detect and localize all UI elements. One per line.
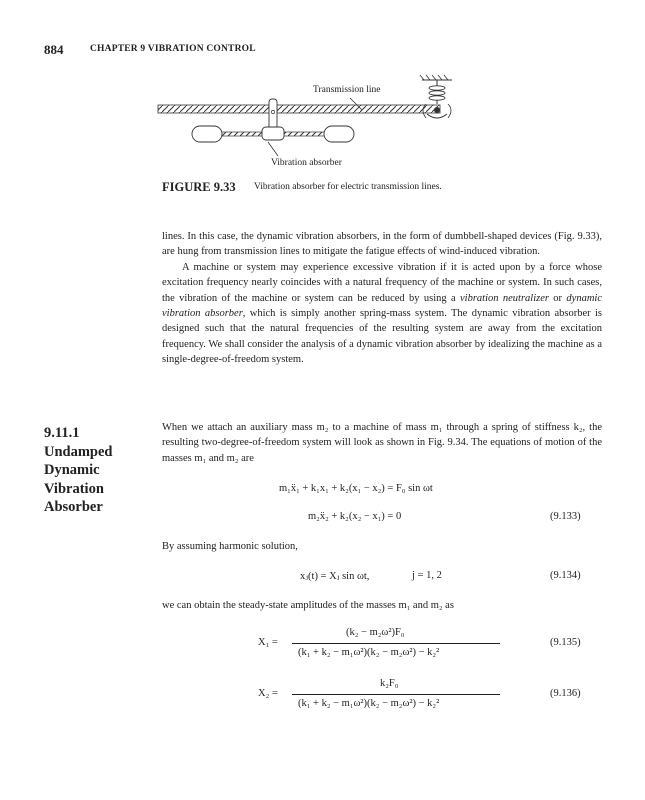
paragraph-2: A machine or system may experience excessive vibration if it is acted upon by a force whose excitation frequency nearly coincides with a natural frequency of the machine or system. In such cases, the vibration of the machine or system can be reduced by using a vibration neutralizer or dynamic vibration absorber, which is simply another spring-mass system. The dynamic vibration absorber is designed such that the natural frequencies of the resulting system are away from the excitation frequency. We shall consider the analysis of a dynamic vibration absorber by idealizing the machine as a single-degree-of-freedom system. — [162, 261, 602, 366]
x1-numerator: (k₂ − m₂ω²)F₀ — [346, 627, 405, 638]
x2-lhs: X₂ = — [258, 688, 278, 699]
body-text — [162, 229, 602, 368]
x1-denominator: (k₁ + k₂ − m₁ω²)(k₂ − m₂ω²) − k₂² — [298, 647, 440, 658]
equation-number-136: (9.136) — [550, 688, 581, 699]
equation-number-134: (9.134) — [550, 570, 581, 581]
x1-fraction-bar — [292, 643, 500, 644]
x1-lhs: X₁ = — [258, 637, 278, 648]
equation-motion-1: m₁ẍ₁ + k₁x₁ + k₂(x₁ − x₂) = F₀ sin ωt — [279, 483, 433, 494]
equation-number-135: (9.135) — [550, 637, 581, 648]
figure-number: FIGURE 9.33 — [162, 180, 236, 194]
equation-motion-2: m₂ẍ₂ + k₂(x₂ − x₁) = 0 — [308, 511, 402, 522]
section-heading: 9.11.1 Undamped Dynamic Vibration Absorber — [44, 424, 144, 517]
label-transmission-line: Transmission line — [313, 85, 381, 95]
x2-denominator: (k₁ + k₂ − m₁ω²)(k₂ − m₂ω²) − k₂² — [298, 698, 440, 709]
running-header: CHAPTER 9 VIBRATION CONTROL — [90, 44, 256, 54]
figure-caption: Vibration absorber for electric transmission lines. — [254, 182, 442, 192]
x2-numerator: k₂F₀ — [380, 678, 399, 689]
section-number: 9.11.1 — [44, 425, 80, 441]
paragraph-1: lines. In this case, the dynamic vibration absorbers, in the form of dumbbell-shaped devices (Fig. 9.33), are hung from transmission lines to mitigate the fatigue effects of wind-induced vibration. — [162, 231, 602, 258]
section-intro: When we attach an auxiliary mass m₂ to a machine of mass m₁ through a spring of stiffness k₂, the resulting two-degree-of-freedom system will look as shown in Fig. 9.34. The equations of motion of the masses m₁ and m₂ are — [162, 422, 602, 464]
harmonic-text: By assuming harmonic solution, — [162, 541, 298, 552]
transmission-cable — [158, 105, 440, 113]
page-number: 884 — [44, 42, 64, 57]
equation-harmonic: xⱼ(t) = Xⱼ sin ωt, — [300, 571, 370, 582]
amplitudes-text: we can obtain the steady-state amplitudes of the masses m₁ and m₂ as — [162, 600, 454, 611]
label-vibration-absorber: Vibration absorber — [271, 158, 342, 168]
equation-harmonic-index: j = 1, 2 — [412, 570, 442, 581]
x2-fraction-bar — [292, 694, 500, 695]
equation-number-133: (9.133) — [550, 511, 581, 522]
